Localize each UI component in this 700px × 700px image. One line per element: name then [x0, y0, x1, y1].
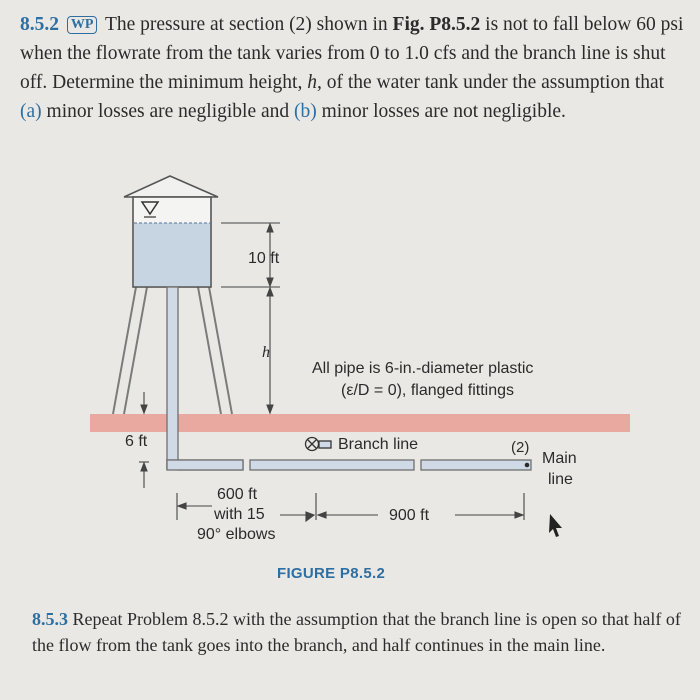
problem-text-3: of the water tank under the assumption that	[326, 72, 665, 93]
figure-caption: FIGURE P8.5.2	[277, 565, 386, 582]
vertical-supply-pipe	[167, 287, 178, 469]
problem-8-5-3	[32, 606, 682, 658]
label-900-ft: 900 ft	[389, 507, 430, 524]
h-variable: h,	[307, 72, 322, 93]
main-pipe	[167, 460, 531, 470]
label-elbows: 90° elbows	[197, 526, 276, 543]
label-6-ft: 6 ft	[125, 433, 148, 450]
label-main-line-2: line	[548, 471, 573, 488]
branch-valve-icon	[306, 438, 332, 451]
problem-8-5-2	[20, 10, 685, 126]
label-10-ft: 10 ft	[248, 250, 280, 267]
wp-badge: WP	[67, 16, 98, 34]
label-section-2: (2)	[511, 439, 530, 456]
problem-text-4: minor losses are negligible and	[46, 101, 290, 122]
section-2-marker	[525, 463, 530, 468]
label-h: h	[262, 344, 270, 361]
label-main-line-1: Main	[542, 450, 577, 467]
figure-p8-5-2	[0, 150, 700, 560]
tank-water	[134, 223, 210, 286]
problem-text-1: The pressure at section (2) shown in	[104, 14, 388, 35]
label-with-15: with 15	[214, 506, 265, 523]
problem-text: Repeat Problem 8.5.2 with the assumption that the branch line is open so that half of the flow from the tank goes into the branch, and half continues in the main line.	[32, 609, 681, 655]
figure-reference: Fig. P8.5.2	[392, 14, 481, 35]
problem-text-5: minor losses are not negligible.	[321, 101, 566, 122]
part-a-label: (a)	[20, 101, 42, 122]
label-branch-line: Branch line	[338, 436, 419, 453]
problem-number: 8.5.3	[32, 609, 68, 629]
pipe-note-line-2: (ε/D = 0), flanged fittings	[341, 382, 514, 399]
problem-number: 8.5.2	[20, 14, 59, 35]
pipe-note-line-1: All pipe is 6-in.-diameter plastic	[312, 360, 534, 377]
water-tank	[124, 176, 218, 287]
problem-text-2: is not to fall below 60 psi when the flowrate from the tank varies from 0 to 1.0 cfs and the branch line is shut off. Determine the minimum height,	[20, 14, 684, 93]
part-b-label: (b)	[294, 101, 317, 122]
mouse-cursor-icon	[549, 514, 562, 537]
label-600-ft: 600 ft	[217, 486, 258, 503]
